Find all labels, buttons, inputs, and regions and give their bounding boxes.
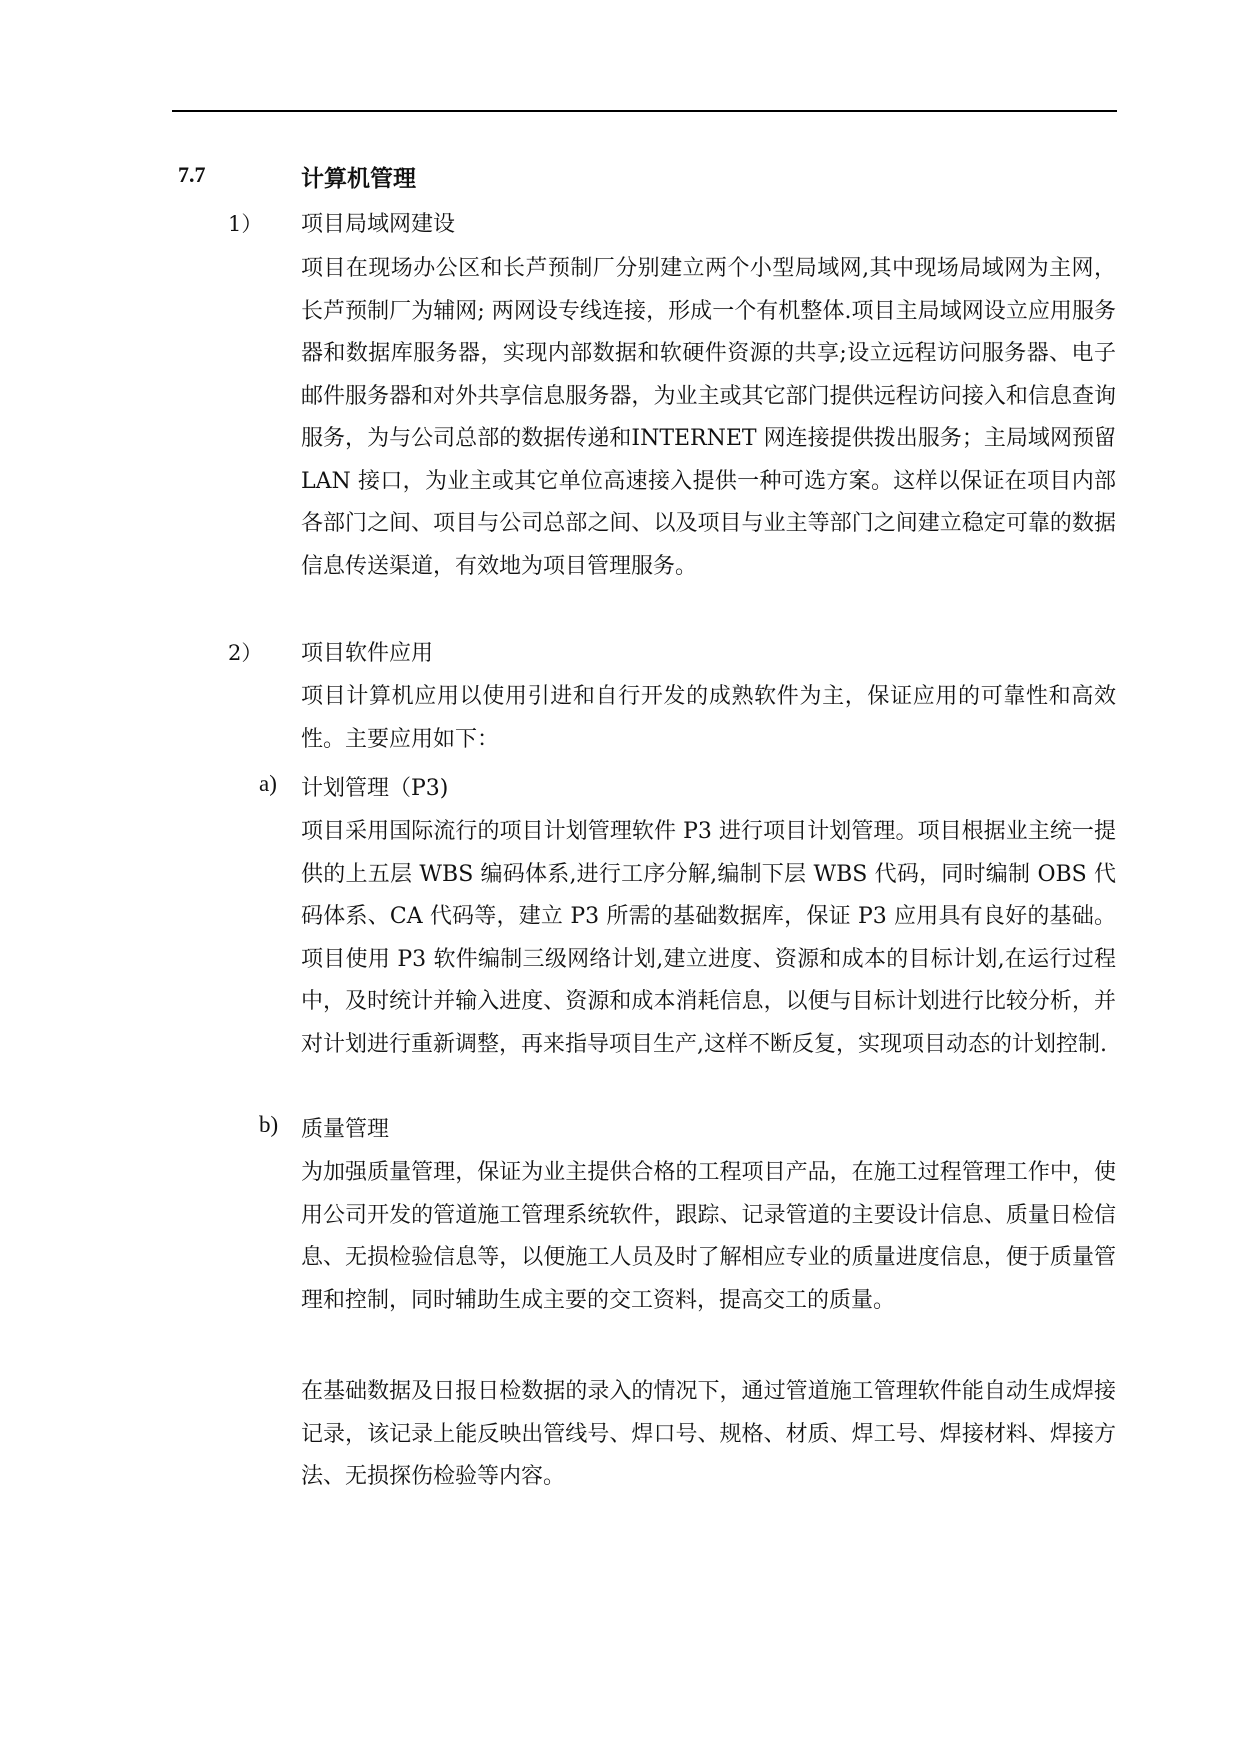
subitem-title: 质量管理 [301, 1117, 390, 1142]
subitem-letter: b) [259, 1112, 279, 1137]
item-number: 1） [228, 212, 263, 236]
section-number: 7.7 [178, 162, 206, 187]
item-title: 项目局域网建设 [301, 212, 456, 237]
section-title: 计算机管理 [301, 165, 416, 192]
item-number: 2） [228, 641, 263, 665]
subitem-paragraph: 项目采用国际流行的项目计划管理软件 P3 进行项目计划管理。项目根据业主统一提供的上五层 WBS 编码体系,进行工序分解,编制下层 WBS 代码，同时编制 OBS 代码体系、CA 代码等，建立 P3 所需的基础数据库，保证 P3 应用具有良好的基础。项目使用 P3 软件编制三级网络计划,建立进度、资源和成本的目标计划,在运行过程中，及时统计并输入进度、资源和成本消耗信息，以便与目标计划进行比较分析，并对计划进行重新调整，再来指导项目生产,这样不断反复，实现项目动态的计划控制. [301, 819, 1116, 1057]
item-paragraph: 项目在现场办公区和长芦预制厂分别建立两个小型局域网,其中现场局域网为主网，长芦预制厂为辅网; 两网设专线连接，形成一个有机整体.项目主局域网设立应用服务器和数据库服务器，实现内部数据和软硬件资源的共享;设立远程访问服务器、电子邮件服务器和对外共享信息服务器，为业主或其它部门提供远程访问接入和信息查询服务，为与公司总部的数据传递和INTERNET 网连接提供拨出服务；主局域网预留 LAN 接口，为业主或其它单位高速接入提供一种可选方案。这样以保证在项目内部各部门之间、项目与公司总部之间、以及项目与业主等部门之间建立稳定可靠的数据信息传送渠道，有效地为项目管理服务。 [301, 256, 1116, 579]
item-title: 项目软件应用 [301, 641, 434, 666]
subitem-paragraph: 为加强质量管理，保证为业主提供合格的工程项目产品，在施工过程管理工作中，使用公司开发的管道施工管理系统软件，跟踪、记录管道的主要设计信息、质量日检信息、无损检验信息等，以便施工人员及时了解相应专业的质量进度信息，便于质量管理和控制，同时辅助生成主要的交工资料，提高交工的质量。 [301, 1160, 1116, 1313]
subitem-paragraph-2: 在基础数据及日报日检数据的录入的情况下，通过管道施工管理软件能自动生成焊接记录，该记录上能反映出管线号、焊口号、规格、材质、焊工号、焊接材料、焊接方法、无损探伤检验等内容。 [301, 1379, 1116, 1489]
subitem-title: 计划管理（P3) [301, 776, 449, 801]
item-paragraph: 项目计算机应用以使用引进和自行开发的成熟软件为主，保证应用的可靠性和高效性。主要应用如下： [301, 684, 1116, 752]
subitem-letter: a) [259, 771, 277, 796]
header-rule [172, 110, 1117, 112]
